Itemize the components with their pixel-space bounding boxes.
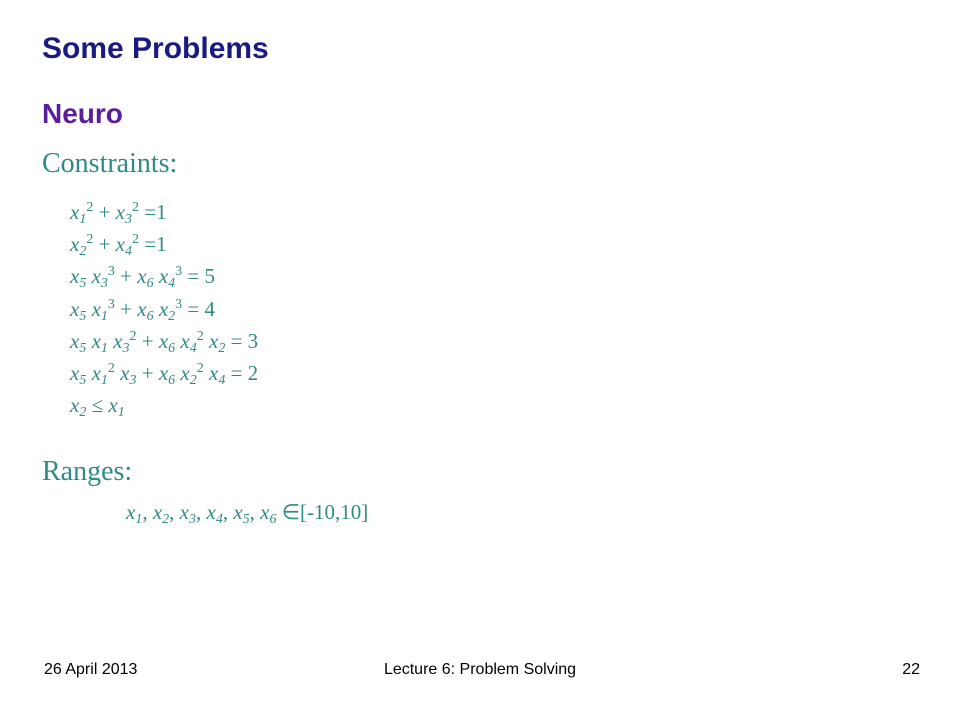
slide-subtitle: Neuro [42, 98, 123, 129]
constraint-equation: $x_1^2 + x_3^2 =1$ [70, 200, 167, 227]
constraints-list [70, 196, 258, 421]
constraint-equation: $x_5$ $x_1^2$ $x_3 + x_6$ $x_2^2$ $x_4 = 2$ [70, 360, 259, 388]
constraint-equation: $x_2 \le x_1$ [70, 393, 125, 421]
footer-page-number: 22 [902, 661, 920, 678]
range-expression: $x_1$, $x_2$, $x_3$, $x_4$, $x_5$, $x_6$ ∈[-10,10] [126, 500, 369, 527]
slide-title: Some Problems [42, 32, 269, 65]
footer-lecture-title: Lecture 6: Problem Solving [383, 661, 577, 678]
constraint-equation: $x_2^2 + x_4^2 =1$ [70, 232, 167, 260]
footer-date: 26 April 2013 [44, 661, 138, 678]
ranges-label: Ranges: [42, 456, 133, 487]
constraint-equation: $x_5$ $x_1^3 + x_6$ $x_2^3 = 4$ [70, 296, 215, 324]
constraint-equation: $x_5$ $x_1$ $x_3^2 + x_6$ $x_4^2$ $x_2 = 3$ [70, 328, 259, 356]
constraints-label: Constraints: [42, 148, 178, 179]
constraint-equation: $x_5$ $x_3^3 + x_6$ $x_4^3 = 5$ [70, 264, 215, 292]
